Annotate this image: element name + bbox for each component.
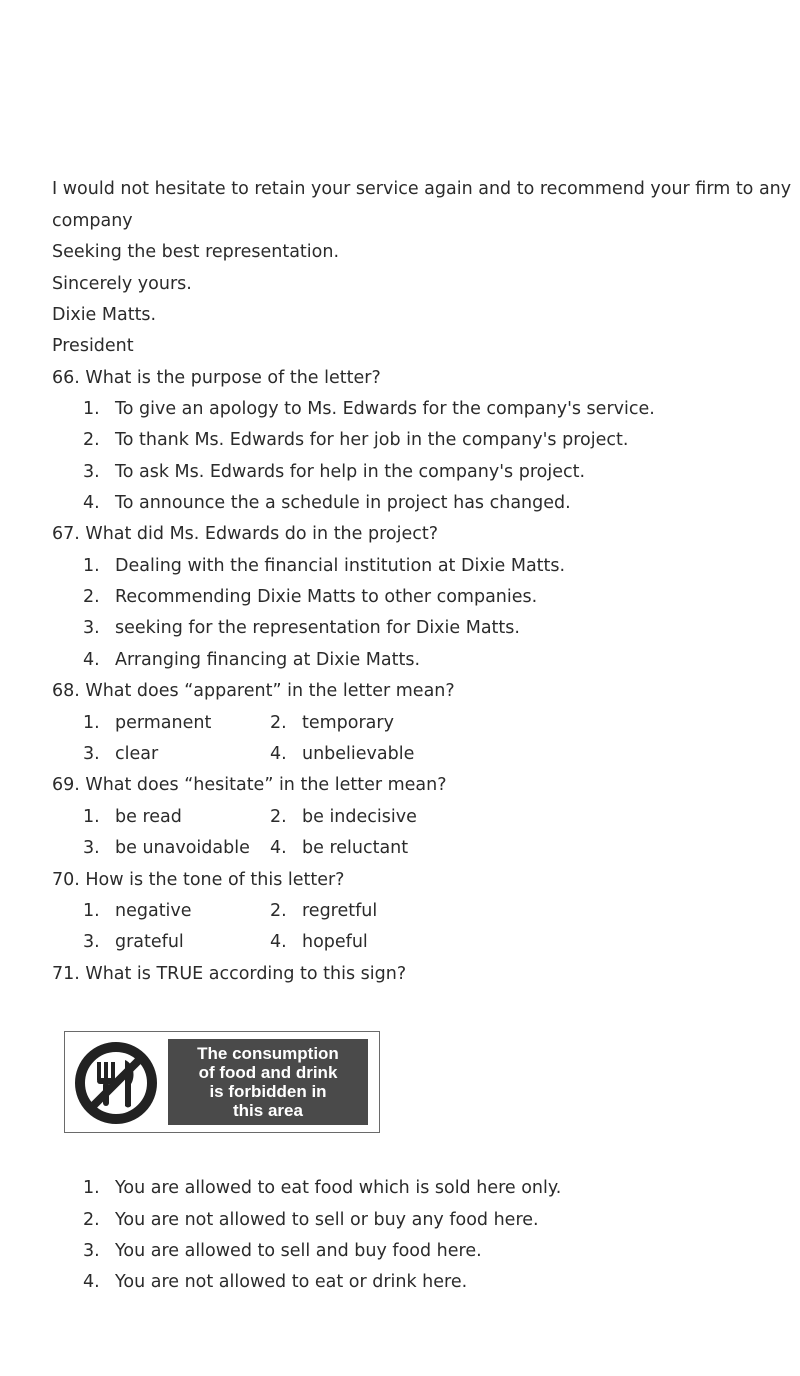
sign-text-panel xyxy=(168,1039,368,1125)
option-number: 4. xyxy=(83,1272,100,1292)
q69-option-4 xyxy=(270,837,408,859)
option-number: 3. xyxy=(83,744,100,764)
sign-text: The consumption of food and drink is forbidden in this area xyxy=(197,1044,339,1120)
no-food-icon xyxy=(73,1040,159,1126)
letter-line-1: I would not hesitate to retain your service again and to recommend your firm to any xyxy=(52,179,792,199)
option-number: 4. xyxy=(270,744,287,764)
option-text: To thank Ms. Edwards for her job in the company's project. xyxy=(115,430,629,450)
option-text: To give an apology to Ms. Edwards for the company's service. xyxy=(115,399,655,419)
option-text: clear xyxy=(115,744,159,764)
option-number: 2. xyxy=(83,1210,100,1230)
option-text: Recommending Dixie Matts to other companies. xyxy=(115,587,538,607)
q66-option-4 xyxy=(83,492,571,514)
option-text: You are not allowed to eat or drink here. xyxy=(115,1272,468,1292)
option-text: Dealing with the financial institution at Dixie Matts. xyxy=(115,556,566,576)
q70-option-2 xyxy=(270,900,377,922)
q70-option-1 xyxy=(83,900,192,922)
option-number: 4. xyxy=(270,932,287,952)
question-69: 69. What does “hesitate” in the letter mean? xyxy=(52,775,447,795)
q68-option-4 xyxy=(270,743,414,765)
option-number: 4. xyxy=(83,650,100,670)
q71-option-1 xyxy=(83,1177,561,1199)
option-number: 1. xyxy=(83,1178,100,1198)
option-text: be read xyxy=(115,807,182,827)
question-67: 67. What did Ms. Edwards do in the project? xyxy=(52,524,438,544)
option-text: seeking for the representation for Dixie Matts. xyxy=(115,618,520,638)
option-text: be indecisive xyxy=(302,807,417,827)
no-food-sign xyxy=(64,1031,380,1133)
q69-option-2 xyxy=(270,806,417,828)
option-number: 3. xyxy=(83,618,100,638)
option-number: 2. xyxy=(270,713,287,733)
letter-signer: Dixie Matts. xyxy=(52,305,157,325)
letter-closing: Sincerely yours. xyxy=(52,274,192,294)
option-text: be unavoidable xyxy=(115,838,250,858)
option-text: You are not allowed to sell or buy any food here. xyxy=(115,1210,539,1230)
option-number: 1. xyxy=(83,807,100,827)
q69-option-3 xyxy=(83,837,250,859)
option-text: To announce the a schedule in project has changed. xyxy=(115,493,571,513)
q67-option-1 xyxy=(83,555,565,577)
letter-signer-title: President xyxy=(52,336,134,356)
q67-option-2 xyxy=(83,586,537,608)
option-number: 3. xyxy=(83,462,100,482)
q66-option-3 xyxy=(83,461,585,483)
q71-option-3 xyxy=(83,1240,482,1262)
q67-option-3 xyxy=(83,617,520,639)
option-text: temporary xyxy=(302,713,394,733)
option-text: hopeful xyxy=(302,932,368,952)
q71-option-4 xyxy=(83,1271,467,1293)
option-text: To ask Ms. Edwards for help in the company's project. xyxy=(115,462,586,482)
option-number: 4. xyxy=(83,493,100,513)
q66-option-2 xyxy=(83,429,628,451)
option-number: 1. xyxy=(83,399,100,419)
option-text: unbelievable xyxy=(302,744,415,764)
question-70: 70. How is the tone of this letter? xyxy=(52,870,345,890)
question-71: 71. What is TRUE according to this sign? xyxy=(52,964,407,984)
option-text: grateful xyxy=(115,932,184,952)
option-number: 1. xyxy=(83,901,100,921)
option-text: negative xyxy=(115,901,192,921)
option-number: 1. xyxy=(83,556,100,576)
option-number: 3. xyxy=(83,838,100,858)
option-number: 2. xyxy=(270,901,287,921)
q68-option-3 xyxy=(83,743,158,765)
option-number: 2. xyxy=(270,807,287,827)
option-text: regretful xyxy=(302,901,378,921)
option-number: 3. xyxy=(83,932,100,952)
q71-option-2 xyxy=(83,1209,539,1231)
option-text: Arranging financing at Dixie Matts. xyxy=(115,650,421,670)
option-text: permanent xyxy=(115,713,212,733)
q67-option-4 xyxy=(83,649,420,671)
letter-line-2: company xyxy=(52,211,133,231)
option-text: You are allowed to eat food which is sold here only. xyxy=(115,1178,562,1198)
option-text: be reluctant xyxy=(302,838,409,858)
option-number: 2. xyxy=(83,430,100,450)
option-number: 1. xyxy=(83,713,100,733)
question-66: 66. What is the purpose of the letter? xyxy=(52,368,381,388)
letter-line-3: Seeking the best representation. xyxy=(52,242,340,262)
option-number: 3. xyxy=(83,1241,100,1261)
option-number: 2. xyxy=(83,587,100,607)
question-68: 68. What does “apparent” in the letter mean? xyxy=(52,681,455,701)
q68-option-1 xyxy=(83,712,211,734)
q70-option-3 xyxy=(83,931,184,953)
option-number: 4. xyxy=(270,838,287,858)
q66-option-1 xyxy=(83,398,655,420)
q70-option-4 xyxy=(270,931,368,953)
q69-option-1 xyxy=(83,806,182,828)
q68-option-2 xyxy=(270,712,394,734)
option-text: You are allowed to sell and buy food here. xyxy=(115,1241,482,1261)
